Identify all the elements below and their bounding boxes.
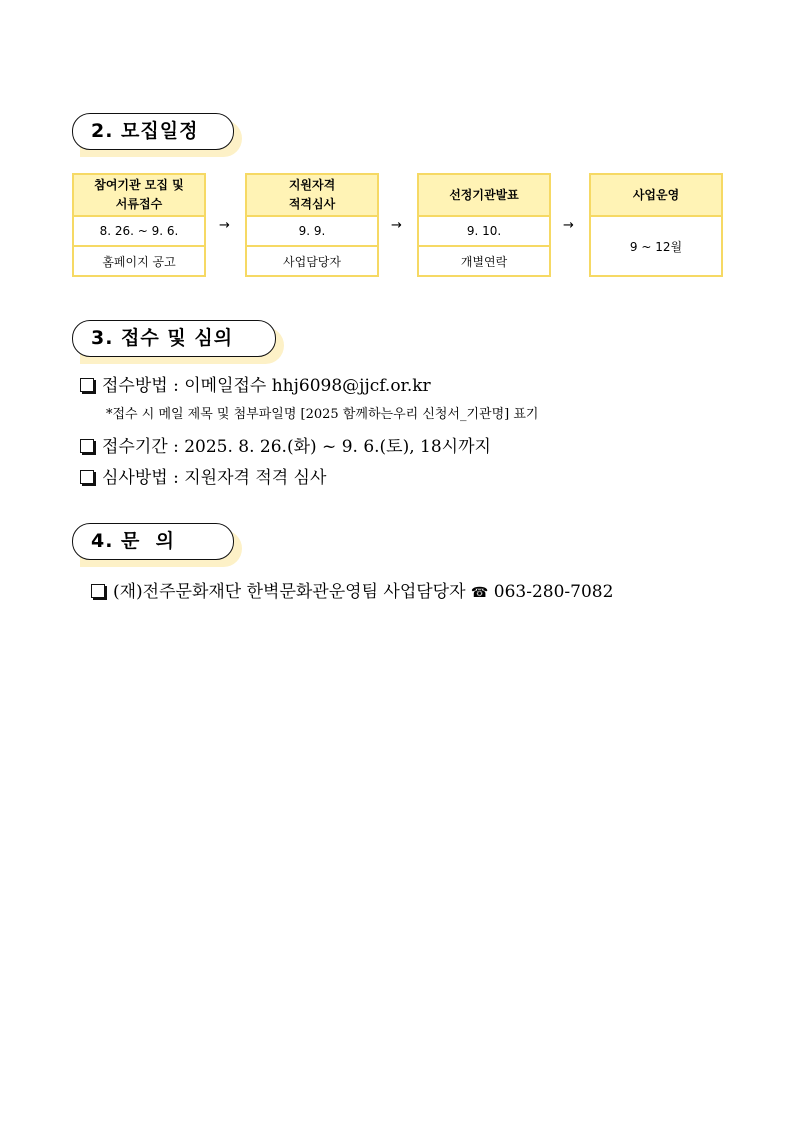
submission-period: 접수기간 : 2025. 8. 26.(화) ~ 9. 6.(토), 18시까지 [80,432,491,457]
checkbox-square-icon [80,470,94,484]
step-date: 9. 9. [298,224,326,238]
step-title: 참여기관 모집 및 서류접수 [74,175,204,217]
step-date: 9. 10. [466,224,502,238]
step-title: 선정기관발표 [419,175,549,217]
contact-line: (재)전주문화재단 한벽문화관운영팀 사업담당자 ☎ 063-280-7082 [91,577,613,602]
section-heading-schedule [72,113,234,150]
section-title: 4. 문 의 [72,523,234,560]
schedule-step-1 [72,173,206,277]
checkbox-square-icon [80,439,94,453]
arrow-right-icon: → [219,218,230,233]
arrow-right-icon: → [391,218,402,233]
step-date: 8. 26. ~ 9. 6. [99,224,179,238]
step-title: 사업운영 [591,175,721,217]
phone-icon: ☎ [470,585,489,601]
submission-method: 접수방법 : 이메일접수 hhj6098@jjcf.or.kr [80,371,431,396]
section-title: 2. 모집일정 [72,113,234,150]
step-date: 9 ~ 12월 [629,239,683,254]
phone-number: 063-280-7082 [493,582,614,602]
step-detail: 사업담당자 [247,245,377,275]
section-heading-submission [72,320,276,357]
checkbox-square-icon [91,584,105,598]
checkbox-square-icon [80,378,94,392]
section-title: 3. 접수 및 심의 [72,320,276,357]
step-title: 지원자격 적격심사 [247,175,377,217]
review-method: 심사방법 : 지원자격 적격 심사 [80,463,326,488]
schedule-step-2 [245,173,379,277]
arrow-right-icon: → [563,218,574,233]
step-detail: 개별연락 [419,245,549,275]
submission-note: *접수 시 메일 제목 및 첨부파일명 [2025 함께하는우리 신청서_기관명] 표기 [106,407,539,422]
schedule-step-4 [589,173,723,277]
schedule-step-3 [417,173,551,277]
step-detail: 홈페이지 공고 [74,245,204,275]
section-heading-contact [72,523,234,560]
